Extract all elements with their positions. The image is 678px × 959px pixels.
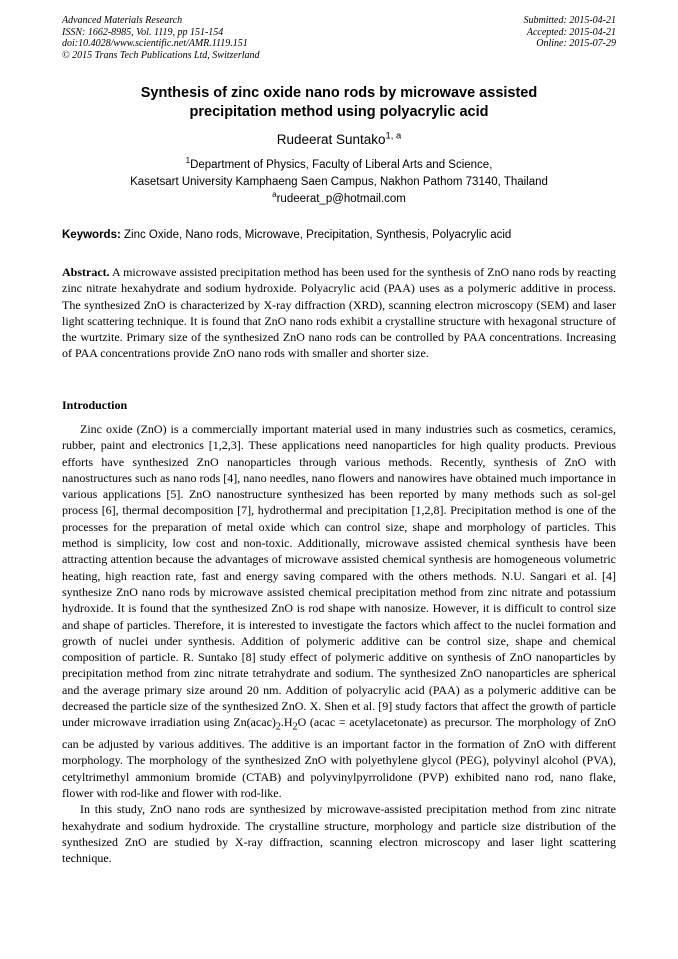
dates-info — [524, 15, 617, 50]
date-submitted: Submitted: 2015-04-21 — [523, 15, 616, 26]
author-superscript: 1, a — [385, 130, 402, 142]
affiliation-line-1 — [62, 157, 616, 174]
affiliation-superscript: 1 — [185, 156, 191, 166]
date-accepted: Accepted: 2015-04-21 — [526, 26, 616, 38]
email-superscript: a — [272, 190, 277, 200]
author-name: Rudeerat Suntako — [276, 132, 386, 147]
keywords — [62, 229, 616, 241]
author-line — [62, 132, 616, 147]
title-line-2: precipitation method using polyacrylic acid — [189, 104, 489, 120]
intro-paragraph-2: In this study, ZnO nano rods are synthesized by microwave-assisted precipitation method from zinc nitrate hexahydrate and sodium hydroxide. The crystalline structure, morphology and particle size distribution of the synthesized ZnO are studied by X-ray diffraction, scanning electron microscopy and laser light scattering technique. — [62, 802, 616, 866]
subscript-2: 2 — [275, 721, 281, 733]
journal-doi: doi:10.4028/www.scientific.net/AMR.1119.151 — [62, 38, 248, 50]
introduction-body — [62, 421, 616, 866]
date-online: Online: 2015-07-29 — [536, 38, 616, 50]
author-email: rudeerat_p@hotmail.com — [276, 193, 406, 205]
abstract — [62, 264, 616, 362]
paper-title — [62, 84, 616, 122]
intro-paragraph-1 — [62, 421, 616, 801]
intro-p1-part-b: .H — [280, 715, 293, 730]
keywords-list: Zinc Oxide, Nano rods, Microwave, Precipitation, Synthesis, Polyacrylic acid — [124, 229, 512, 241]
affiliation — [62, 157, 616, 191]
subscript-2b: 2 — [292, 721, 298, 733]
affiliation-text-1: Department of Physics, Faculty of Liberal Arts and Science, — [190, 159, 493, 171]
journal-info — [62, 15, 260, 61]
email-line — [62, 190, 616, 205]
journal-name: Advanced Materials Research — [62, 15, 183, 26]
section-heading-introduction: Introduction — [62, 398, 128, 412]
abstract-text: A microwave assisted precipitation method has been used for the synthesis of ZnO nano rods by reacting zinc nitrate hexahydrate and sodium hydroxide. Polyacrylic acid (PAA) uses as a polymeric additive in process. The synthesized ZnO is characterized by X-ray diffraction (XRD), scanning electron microscopy (SEM) and laser light scattering technique. It is found that ZnO nano rods exhibit a crystalline structure with hexagonal structure of the wurtzite. Primary size of the synthesized ZnO nano rods can be controlled by PAA concentrations. Increasing of PAA concentrations provide ZnO nano rods with smaller and shorter size. — [62, 265, 616, 361]
journal-issn: ISSN: 1662-8985, Vol. 1119, pp 151-154 — [62, 26, 224, 38]
intro-p1-part-a: Zinc oxide (ZnO) is a commercially important material used in many industries such as cosmetics, ceramics, rubber, paint and electronics [1,2,3]. These applications need nanoparticles for high quality products. Previous efforts have synthesized ZnO nanoparticles through various methods. Recently, synthesis of ZnO with nanostructures such as nano rods [4], nano needles, nano flowers and nanowires have obtained much importance in various applications [5]. ZnO nanostructure synthesized has been reported by many methods such as sol-gel process [6], thermal decomposition [7], hydrothermal and precipitation [1,2,8]. Precipitation method is one of the processes for the preparation of metal oxide which can control size, shape and morphology of particles. This method is simplicity, low cost and non-toxic. Additionally, microwave assisted chemical synthesis have been attracting attention because the advantages of microwave assisted chemical synthesis are homogeneous volumetric heating, high reaction rate, fast and energy saving compared with the others methods. N.U. Sangari et al. [4] synthesize ZnO nano rods by microwave assisted chemical precipitation method from zinc nitrate and potassium hydroxide. It is found that the synthesized ZnO is rod shape with nanosize. However, it is difficult to control size and shape of particles. Therefore, it is interested to investigate the factors which affect to the nuclei formation and growth of nuclei under synthesis. Addition of polymeric additive can be control size, shape and chemical composition of particle. R. Suntako [8] study effect of polymeric additive on synthesis of ZnO nanoparticles by precipitation method from zinc nitrate tetrahydrate and sodium. The synthesized ZnO nanoparticles are spherical and the average primary size around 20 nm. Addition of polyacrylic acid (PAA) as a polymeric additive can be decreased the particle size of the synthesized ZnO. X. Shen et al. [9] study factors that affect the growth of particle under microwave irradiation using Zn(acac) — [62, 422, 616, 730]
keywords-label: Keywords: — [62, 229, 121, 241]
abstract-label: Abstract. — [62, 265, 110, 279]
affiliation-line-2: Kasetsart University Kamphaeng Saen Campus, Nakhon Pathom 73140, Thailand — [130, 176, 548, 188]
title-line-1: Synthesis of zinc oxide nano rods by microwave assisted — [140, 85, 538, 101]
journal-copyright: © 2015 Trans Tech Publications Ltd, Switzerland — [62, 49, 260, 61]
intro-p1-part-c: O (acac = acetylacetonate) as precursor. The morphology of ZnO can be adjusted by various additives. The additive is an important factor in the formation of ZnO with different morphology. The morphology of the synthesized ZnO with polyethylene glycol (PEG), polyvinyl alcohol (PVA), cetyltrimethyl ammonium bromide (CTAB) and polyvinylpyrrolidone (PVP) exhibited nano rod, nano flake, flower with rod-like and flower with rod-like. — [62, 715, 616, 800]
